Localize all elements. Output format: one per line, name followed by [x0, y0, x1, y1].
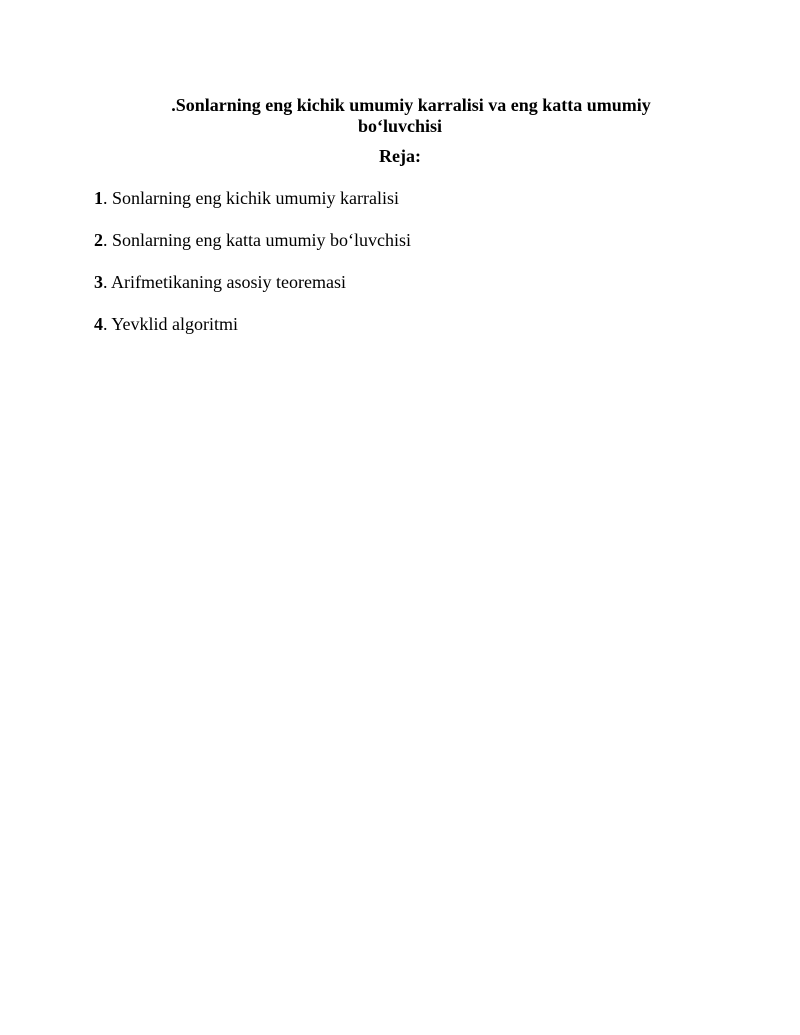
plan-item-text: . Yevklid algoritmi — [103, 314, 239, 334]
plan-item-text: . Sonlarning eng katta umumiy bo‘luvchisi — [103, 230, 411, 250]
plan-heading: Reja: — [379, 146, 421, 166]
plan-list — [94, 188, 411, 356]
plan-item-3 — [94, 272, 411, 293]
document-title — [120, 95, 680, 137]
plan-item-1 — [94, 188, 411, 209]
title-line-2: bo‘luvchisi — [357, 116, 443, 136]
plan-item-number: 3 — [94, 272, 103, 292]
plan-item-number: 2 — [94, 230, 103, 250]
plan-item-text: . Sonlarning eng kichik umumiy karralisi — [103, 188, 399, 208]
title-line-1: .Sonlarning eng kichik umumiy karralisi va eng katta umumiy — [171, 95, 651, 115]
plan-item-number: 1 — [94, 188, 103, 208]
plan-item-number: 4 — [94, 314, 103, 334]
plan-item-4 — [94, 314, 411, 335]
plan-item-text: . Arifmetikaning asosiy teoremasi — [103, 272, 346, 292]
plan-item-2 — [94, 230, 411, 251]
